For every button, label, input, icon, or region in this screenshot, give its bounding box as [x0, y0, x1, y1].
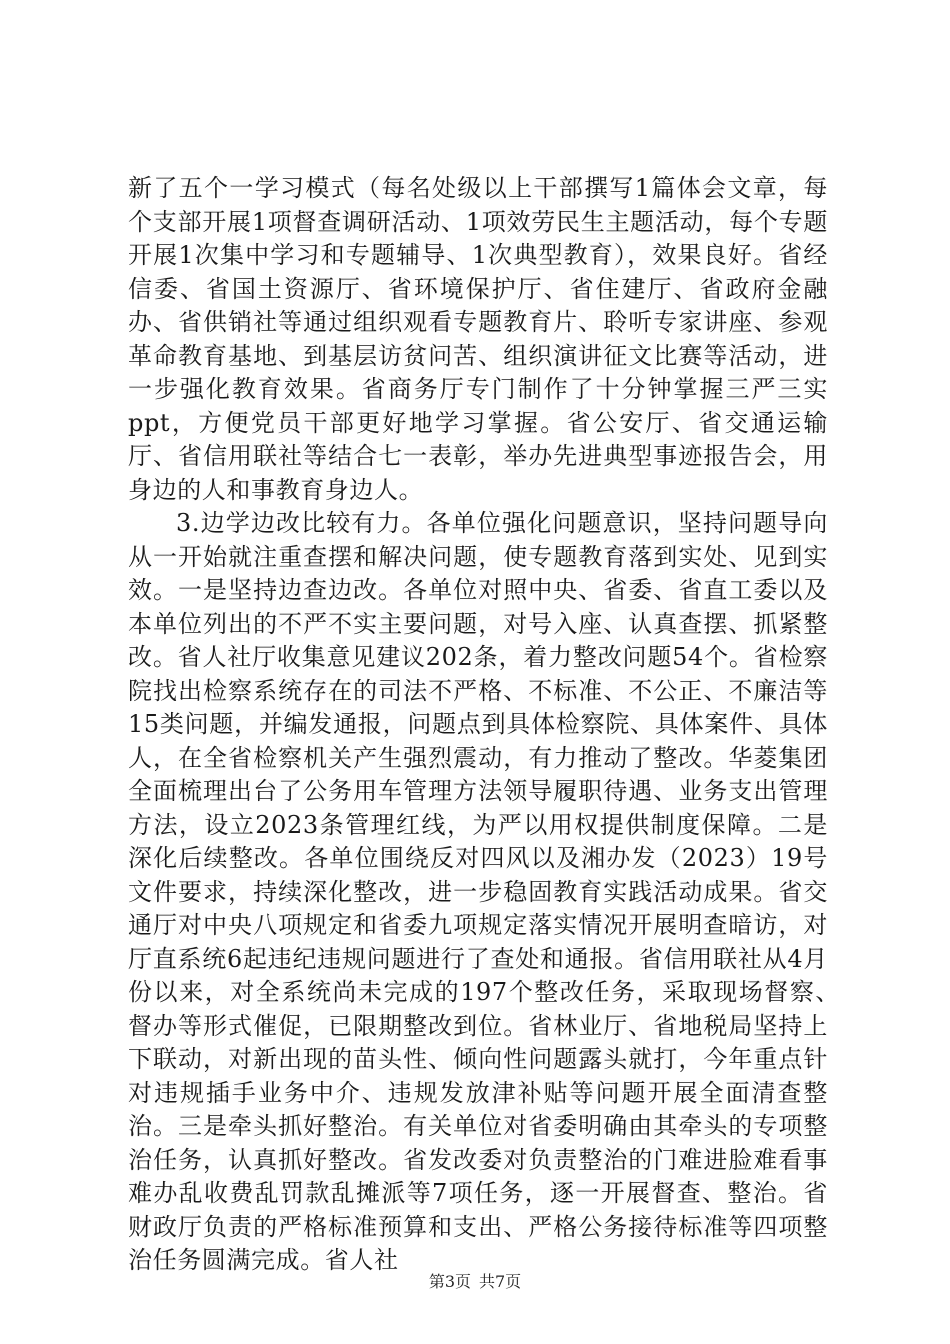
paragraph-section-3: 3.边学边改比较有力。各单位强化问题意识，坚持问题导向从一开始就注重查摆和解决问题，使专题教育落到实处、见到实效。一是坚持边查边改。各单位对照中央、省委、省直工委以及本单位列出的不严不实主要问题，对号入座、认真查摆、抓紧整改。省人社厅收集意见建议202条，着力整改问题54个。省检察院找出检察系统存在的司法不严格、不标准、不公正、不廉洁等15类问题，并编发通报，问题点到具体检察院、具体案件、具体人，在全省检察机关产生强烈震动，有力推动了整改。华菱集团全面梳理出台了公务用车管理方法领导履职待遇、业务支出管理方法，设立2023条管理红线，为严以用权提供制度保障。二是深化后续整改。各单位围绕反对四风以及湘办发（2023）19号文件要求，持续深化整改，进一步稳固教育实践活动成果。省交通厅对中央八项规定和省委九项规定落实情况开展明查暗访，对厅直系统6起违纪违规问题进行了查处和通报。省信用联社从4月份以来，对全系统尚未完成的197个整改任务，采取现场督察、 督办等形式催促，已限期整改到位。省林业厅、省地税局坚持上下联动，对新出现的苗头性、倾向性问题露头就打，今年重点针对违规插手业务中介、违规发放津补贴等问题开展全面清查整治。三是牵头抓好整治。有关单位对省委明确由其牵头的专项整治任务，认真抓好整改。省发改委对负责整治的门难进脸难看事难办乱收费乱罚款乱摊派等7项任务，逐一开展督查、整治。省财政厅负责的严格标准预算和支出、严格公务接待标准等四项整治任务圆满完成。省人社 [128, 509, 853, 1274]
page-footer [0, 1272, 950, 1292]
page-number: 第3页 [428, 1272, 471, 1291]
paragraph-continuation: 新了五个一学习模式（每名处级以上干部撰写1篇体会文章，每个支部开展1项督查调研活动、1项效劳民生主题活动，每个专题开展1次集中学习和专题辅导、1次典型教育），效果良好。省经信委、省国土资源厅、省环境保护厅、省住建厅、省政府金融办、省供销社等通过组织观看专题教育片、聆听专家讲座、参观革命教育基地、到基层访贫问苦、组织演讲征文比赛等活动，进一步强化教育效果。省商务厅专门制作了十分钟掌握三严三实ppt，方便党员干部更好地学习掌握。省公安厅、省交通运输厅、省信用联社等结合七一表彰，举办先进典型事迹报告会，用身边的人和事教育身边人。 [128, 174, 828, 504]
document-body [128, 172, 853, 1278]
page-total: 共7页 [479, 1272, 522, 1291]
